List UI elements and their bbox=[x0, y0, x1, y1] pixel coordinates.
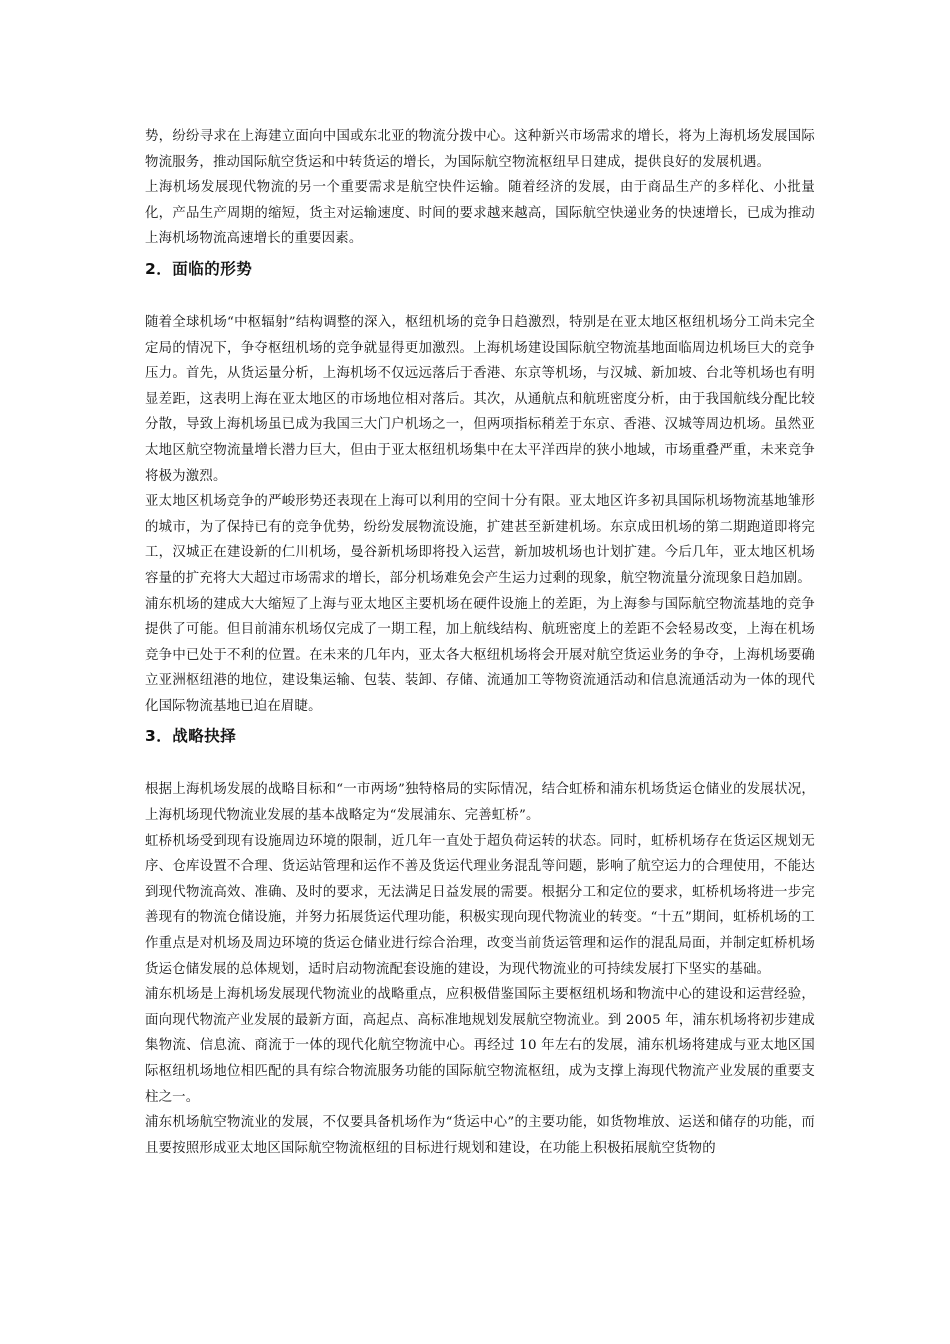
paragraph: 根据上海机场发展的战略目标和“一市两场”独特格局的实际情况，结合虹桥和浦东机场货运仓储业的发展状况，上海机场现代物流业发展的基本战略定为“发展浦东、完善虹桥”。 bbox=[145, 782, 815, 824]
paragraph: 虹桥机场受到现有设施周边环境的限制，近几年一直处于超负荷运转的状态。同时，虹桥机场存在货运区规划无序、仓库设置不合理、货运站管理和运作不善及货运代理业务混乱等问题，影响了航空运力的合理使用，不能达到现代物流高效、准确、及时的要求，无法满足日益发展的需要。根据分工和定位的要求，虹桥机场将进一步完善现有的物流仓储设施，并努力拓展货运代理功能，积极实现向现代物流业的转变。“十五”期间，虹桥机场的工作重点是对机场及周边环境的货运仓储业进行综合治理，改变当前货运管理和运作的混乱局面，并制定虹桥机场货运仓储发展的总体规划，适时启动物流配套设施的建设，为现代物流业的可持续发展打下坚实的基础。 bbox=[145, 833, 815, 977]
section-heading: 2．面临的形势 bbox=[145, 259, 253, 278]
section-heading: 3．战略抉择 bbox=[145, 727, 237, 746]
paragraph: 浦东机场是上海机场发展现代物流业的战略重点，应积极借鉴国际主要枢纽机场和物流中心的建设和运营经验，面向现代物流产业发展的最新方面，高起点、高标准地规划发展航空物流业。到 2005 年，浦东机场将初步建成集物流、信息流、商流于一体的现代化航空物流中心。再经过 10 年左右的发展，浦东机场将建成与亚太地区国际枢纽机场地位相匹配的具有综合物流服务功能的国际航空物流枢纽，成为支撑上海现代物流产业发展的重要支柱之一。 bbox=[145, 987, 815, 1105]
document-page bbox=[145, 124, 815, 1161]
paragraph: 浦东机场航空物流业的发展，不仅要具备机场作为“货运中心”的主要功能，如货物堆放、运送和储存的功能，而且要按照形成亚太地区国际航空物流枢纽的目标进行规划和建设，在功能上积极拓展航空货物的 bbox=[145, 1115, 815, 1156]
paragraph: 浦东机场的建成大大缩短了上海与亚太地区主要机场在硬件设施上的差距，为上海参与国际航空物流基地的竞争提供了可能。但目前浦东机场仅完成了一期工程，加上航线结构、航班密度上的差距不会轻易改变，上海在机场竞争中已处于不利的位置。在未来的几年内，亚太各大枢纽机场将会开展对航空货运业务的争夺，上海机场要确立亚洲枢纽港的地位，建设集运输、包装、装卸、存储、流通加工等物资流通活动和信息流通活动为一体的现代化国际物流基地已迫在眉睫。 bbox=[145, 596, 815, 714]
paragraph: 上海机场发展现代物流的另一个重要需求是航空快件运输。随着经济的发展，由于商品生产的多样化、小批量化，产品生产周期的缩短，货主对运输速度、时间的要求越来越高，国际航空快递业务的快速增长，已成为推动上海机场物流高速增长的重要因素。 bbox=[145, 180, 815, 247]
paragraph: 随着全球机场“中枢辐射”结构调整的深入，枢纽机场的竞争日趋激烈，特别是在亚太地区枢纽机场分工尚未完全定局的情况下，争夺枢纽机场的竞争就显得更加激烈。上海机场建设国际航空物流基地面临周边机场巨大的竞争压力。首先，从货运量分析，上海机场不仅远远落后于香港、东京等机场，与汉城、新加坡、台北等机场也有明显差距，这表明上海在亚太地区的市场地位相对落后。其次，从通航点和航班密度分析，由于我国航线分配比较分散，导致上海机场虽已成为我国三大门户机场之一，但两项指标稍差于东京、香港、汉城等周边机场。虽然亚太地区航空物流量增长潜力巨大，但由于亚太枢纽机场集中在太平洋西岸的狭小地域，市场重叠严重，未来竞争将极为激烈。 bbox=[145, 314, 815, 484]
paragraph: 亚太地区机场竞争的严峻形势还表现在上海可以利用的空间十分有限。亚太地区许多初具国际机场物流基地雏形的城市，为了保持已有的竞争优势，纷纷发展物流设施，扩建甚至新建机场。东京成田机场的第二期跑道即将完工，汉城正在建设新的仁川机场，曼谷新机场即将投入运营，新加坡机场也计划扩建。今后几年，亚太地区机场容量的扩充将大大超过市场需求的增长，部分机场难免会产生运力过剩的现象，航空物流量分流现象日趋加剧。 bbox=[145, 494, 815, 586]
paragraph: 势，纷纷寻求在上海建立面向中国或东北亚的物流分拨中心。这种新兴市场需求的增长，将为上海机场发展国际物流服务，推动国际航空货运和中转货运的增长，为国际航空物流枢纽早日建成，提供良好的发展机遇。 bbox=[145, 129, 815, 170]
